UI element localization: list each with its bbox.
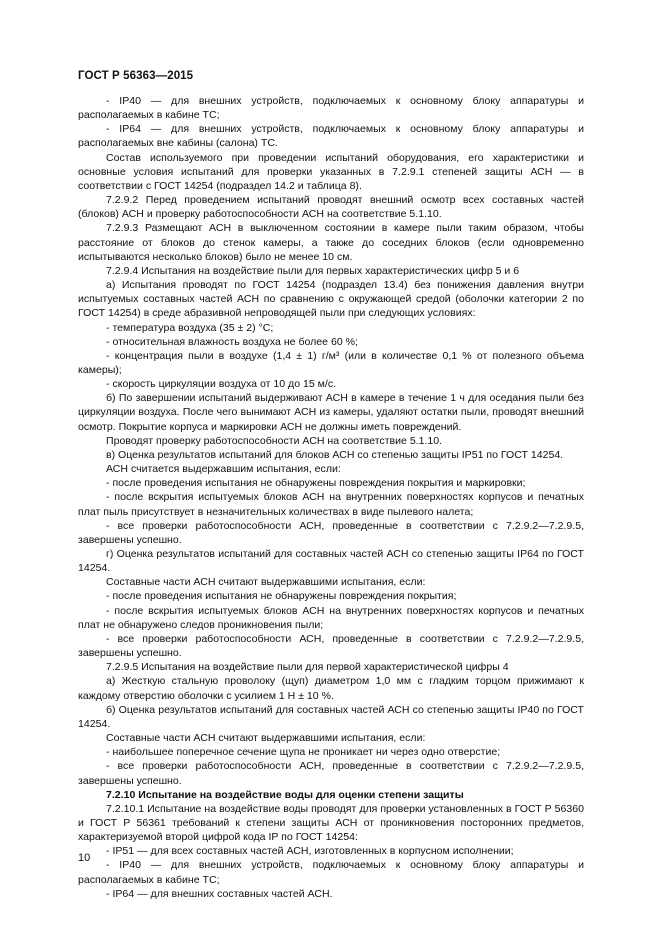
paragraph: 7.2.9.3 Размещают АСН в выключенном состоянии в камере пыли таким образом, чтобы расстояние от блоков до стенок камеры, а также до соседних блоков (если одновременно испытываются несколько блоков) было не менее 10 см.: [78, 222, 584, 263]
paragraph: 7.2.9.2 Перед проведением испытаний проводят внешний осмотр всех составных частей (блоков) АСН и проверку работоспособности АСН на соответствие 5.1.10.: [78, 194, 584, 221]
paragraph: - все проверки работоспособности АСН, проведенные в соответствии с 7.2.9.2—7.2.9.5, завершены успешно.: [78, 760, 584, 787]
paragraph: 7.2.10.1 Испытание на воздействие воды проводят для проверки установленных в ГОСТ Р 56360 и ГОСТ Р 56361 требований к степени защиты АСН от проникновения посторонних предметов, характеризуемой второй цифрой кода IP по ГОСТ 14254:: [78, 802, 584, 844]
paragraph: б) Оценка результатов испытаний для составных частей АСН со степенью защиты IP40 по ГОСТ 14254.: [78, 703, 584, 730]
section-heading-text: 7.2.10 Испытание на воздействие воды для оценки степени защиты: [106, 788, 464, 801]
paragraph: а) Жесткую стальную проволоку (щуп) диаметром 1,0 мм с гладким торцом прижимают к каждому отверстию оболочки с усилием 1 Н ± 10 %.: [78, 675, 584, 702]
paragraph: АСН считается выдержавшим испытания, если:: [106, 463, 341, 476]
paragraph: в) Оценка результатов испытаний для блоков АСН со степенью защиты IP51 по ГОСТ 14254.: [106, 448, 564, 461]
paragraph: Составные части АСН считают выдержавшими испытания, если:: [106, 732, 426, 745]
paragraph: Состав используемого при проведении испытаний оборудования, его характеристики и основные условия испытаний для проверки указанных в 7.2.9.1 степеней защиты АСН — в соответствии с ГОСТ 14254 (подраздел 14.2 и таблица 8).: [78, 151, 584, 192]
paragraph: - все проверки работоспособности АСН, проведенные в соответствии с 7.2.9.2—7.2.9.5, завершены успешно.: [78, 632, 584, 660]
paragraph: - температура воздуха (35 ± 2) °C;: [106, 321, 274, 334]
paragraph: - IP51 — для всех составных частей АСН, изготовленных в корпусном исполнении;: [106, 845, 514, 858]
page-header-title: ГОСТ Р 56363—2015: [78, 70, 194, 82]
section-heading: [78, 788, 584, 802]
paragraph: - концентрация пыли в воздухе (1,4 ± 1) г/м³ (или в количестве 0,1 % от полезного объема камеры);: [78, 349, 584, 376]
paragraph: - после проведения испытания не обнаружены повреждения покрытия и маркировки;: [106, 477, 526, 490]
paragraph: - после вскрытия испытуемых блоков АСН на внутренних поверхностях корпусов и печатных плат пыль присутствует в незначительных количествах в виде пылевого налета;: [78, 491, 584, 518]
page-number: 10: [78, 852, 91, 864]
document-body: [78, 94, 584, 901]
paragraph: 7.2.9.4 Испытания на воздействие пыли для первых характеристических цифр 5 и 6: [106, 264, 520, 277]
paragraph: - все проверки работоспособности АСН, проведенные в соответствии с 7.2.9.2—7.2.9.5, завершены успешно.: [78, 519, 584, 546]
paragraph: - скорость циркуляции воздуха от 10 до 15 м/с.: [106, 378, 337, 391]
paragraph: - наибольшее поперечное сечение щупа не проникает ни через одно отверстие;: [106, 746, 501, 759]
paragraph: а) Испытания проводят по ГОСТ 14254 (подраздел 13.4) без понижения давления внутри испытуемых составных частей АСН по сравнению с окружающей средой (оболочки категории 2 по ГОСТ 14254) в среде абразивной непроводящей пыли при следующих условиях:: [78, 279, 584, 320]
paragraph: - IP64 — для внешних устройств, подключаемых к основному блоку аппаратуры и располагаемых вне кабины (салона) ТС.: [78, 123, 584, 150]
paragraph: 7.2.9.5 Испытания на воздействие пыли для первой характеристической цифры 4: [106, 661, 509, 674]
paragraph: Проводят проверку работоспособности АСН на соответствие 5.1.10.: [106, 434, 443, 447]
paragraph: - после вскрытия испытуемых блоков АСН на внутренних поверхностях корпусов и печатных плат не обнаружено следов проникновения пыли;: [78, 604, 584, 631]
paragraph: б) По завершении испытаний выдерживают АСН в камере в течение 1 ч для оседания пыли без циркуляции воздуха. После чего вынимают АСН из камеры, удаляют остатки пыли, проводят внешний осмотр. Покрытие корпуса и маркировки АСН не должны иметь повреждений.: [78, 392, 584, 433]
paragraph: - IP40 — для внешних устройств, подключаемых к основному блоку аппаратуры и располагаемых в кабине ТС;: [78, 859, 584, 886]
paragraph: - после проведения испытания не обнаружены повреждения покрытия;: [106, 590, 457, 603]
paragraph: - относительная влажность воздуха не более 60 %;: [106, 335, 358, 348]
paragraph: г) Оценка результатов испытаний для составных частей АСН со степенью защиты IP64 по ГОСТ 14254.: [78, 548, 584, 575]
paragraph: - IP64 — для внешних составных частей АСН.: [106, 887, 333, 900]
paragraph: Составные части АСН считают выдержавшими испытания, если:: [106, 576, 426, 589]
paragraph: - IP40 — для внешних устройств, подключаемых к основному блоку аппаратуры и располагаемых в кабине ТС;: [78, 95, 584, 122]
